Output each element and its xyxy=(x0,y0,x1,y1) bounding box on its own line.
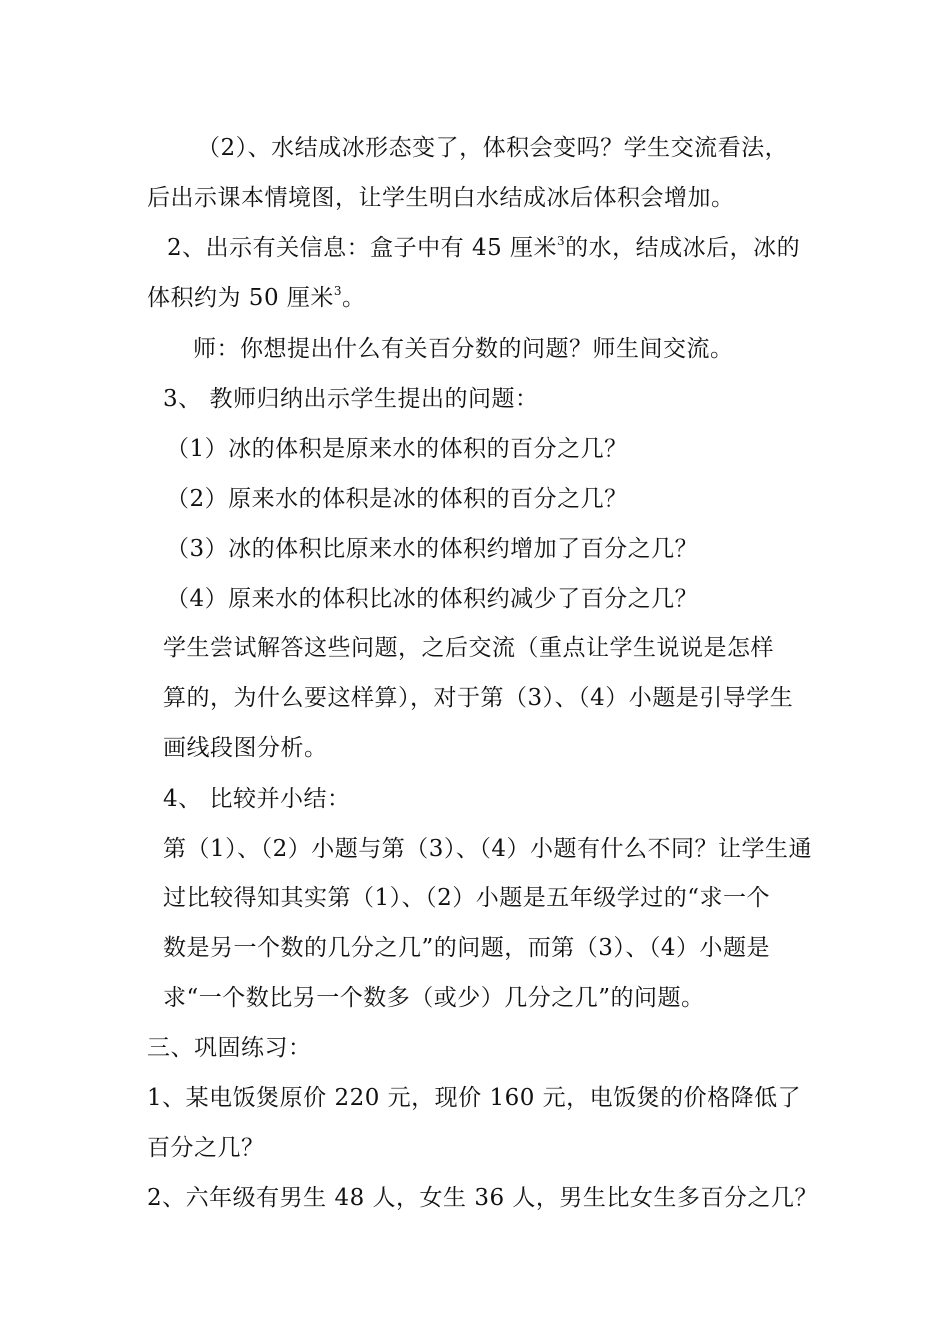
paragraph-line: 数是另一个数的几分之几”的问题，而第（3）、（4）小题是 xyxy=(163,935,771,961)
exercise-item: 2、六年级有男生 48 人，女生 36 人，男生比女生多百分之几？ xyxy=(147,1185,818,1211)
info-text: 2、出示有关信息：盒子中有 45 厘米 xyxy=(167,235,558,261)
section-heading-3: 3、 教师归纳出示学生提出的问题： xyxy=(163,386,539,412)
section-heading-practice: 三、巩固练习： xyxy=(147,1035,312,1061)
question-item: （3）冰的体积比原来水的体积约增加了百分之几？ xyxy=(166,536,699,562)
paragraph-line: 求“一个数比另一个数多（或少）几分之几”的问题。 xyxy=(163,985,705,1011)
info-line-2 xyxy=(147,283,366,313)
paragraph-line: 算的，为什么要这样算），对于第（3）、（4）小题是引导学生 xyxy=(163,685,794,711)
question-item: （2）原来水的体积是冰的体积的百分之几？ xyxy=(166,486,628,512)
section-heading-4: 4、 比较并小结： xyxy=(163,786,351,812)
info-text: 的水，结成冰后，冰的 xyxy=(565,235,801,261)
exercise-item-continued: 百分之几？ xyxy=(147,1135,265,1161)
question-item: （1）冰的体积是原来水的体积的百分之几？ xyxy=(166,436,628,462)
cube-superscript: 3 xyxy=(557,234,566,248)
info-line-1 xyxy=(167,233,800,263)
paragraph-line: 第（1）、（2）小题与第（3）、（4）小题有什么不同？让学生通 xyxy=(163,836,813,862)
cube-superscript: 3 xyxy=(333,284,343,298)
question-item: （4）原来水的体积比冰的体积约减少了百分之几？ xyxy=(166,586,699,612)
info-text: 。 xyxy=(342,285,366,311)
paragraph-line: 学生尝试解答这些问题，之后交流（重点让学生说说是怎样 xyxy=(163,635,774,661)
paragraph-line: 画线段图分析。 xyxy=(163,735,328,761)
exercise-item: 1、某电饭煲原价 220 元，现价 160 元，电饭煲的价格降低了 xyxy=(147,1085,802,1111)
info-text: 体积约为 50 厘米 xyxy=(147,285,334,311)
paragraph-line: （2）、水结成冰形态变了，体积会变吗？学生交流看法， xyxy=(197,135,789,161)
paragraph-line: 后出示课本情境图，让学生明白水结成冰后体积会增加。 xyxy=(147,185,735,211)
teacher-question: 师：你想提出什么有关百分数的问题？师生间交流。 xyxy=(193,336,734,362)
paragraph-line: 过比较得知其实第（1）、（2）小题是五年级学过的“求一个 xyxy=(163,885,771,911)
